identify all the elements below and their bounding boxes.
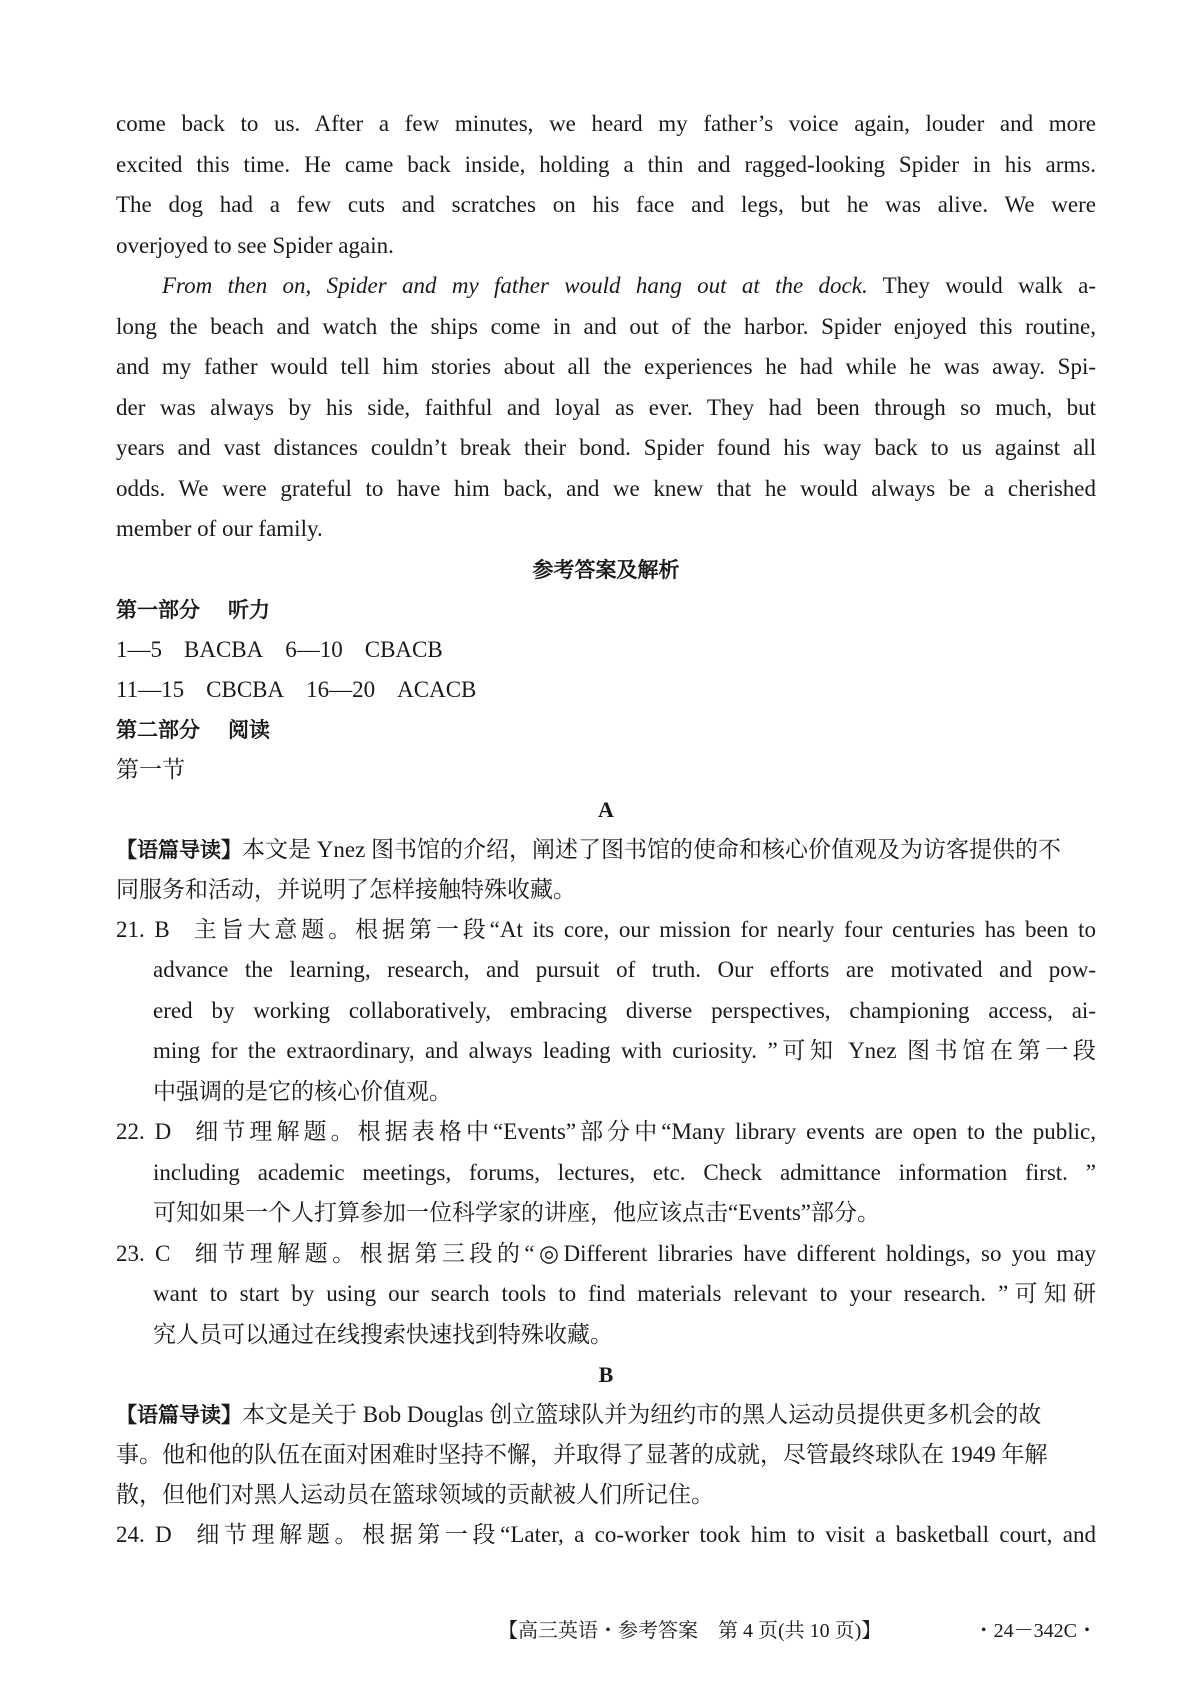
text-line: excited this time. He came back inside, holding a thin and ragged-looking Spider in his arms. <box>116 151 1096 177</box>
text-line: come back to us. After a few minutes, we heard my father’s voice again, louder and more <box>116 111 1096 136</box>
guide-text: 散，但他们对黑人运动员在篮球领域的贡献被人们所记住。 <box>116 1482 714 1507</box>
text-line: long the beach and watch the ships come in and out of the harbor. Spider enjoyed this routine, <box>116 313 1096 339</box>
answer-range: 6—10 <box>285 636 343 662</box>
answer-letters: ACACB <box>397 676 477 702</box>
part-label: 第一部分 <box>116 597 200 622</box>
passage-a-letter: A <box>598 796 614 822</box>
question-number: 22. D <box>116 1119 172 1144</box>
listening-answers-row <box>116 630 1096 670</box>
passage-a-guide <box>116 830 1096 870</box>
text-line: 中强调的是它的核心价值观。 <box>153 1078 452 1104</box>
guide-tag: 【语篇导读】 <box>116 837 242 862</box>
text-line: advance the learning, research, and pursuit of truth. Our efforts are motivated and pow- <box>153 957 1096 982</box>
explanation-text: 细节理解题。根据第一段“Later, a co-worker took him to visit a basketball court, and <box>191 1522 1096 1547</box>
text-line <box>116 1234 1096 1275</box>
question-number: 21. B <box>116 916 170 942</box>
text-line: ming for the extraordinary, and always leading with curiosity. ”可知 Ynez 图书馆在第一段 <box>153 1038 1096 1063</box>
answers-title: 参考答案及解析 <box>532 557 680 582</box>
answer-item-21 <box>116 910 1096 1113</box>
answer-letters: CBACB <box>364 636 443 662</box>
guide-text: 同服务和活动，并说明了怎样接触特殊收藏。 <box>116 876 576 902</box>
listening-answers-row <box>116 670 1096 710</box>
text-line <box>116 1515 1096 1556</box>
text-line: member of our family. <box>116 516 323 541</box>
passage-b-letter: B <box>598 1362 614 1387</box>
text-line: odds. We were grateful to have him back, and we knew that he would always be a cherished <box>116 475 1096 501</box>
answer-letters: CBCBA <box>206 676 285 702</box>
text-line: years and vast distances couldn’t break their bond. Spider found his way back to us against all <box>116 435 1096 460</box>
explanation-text: 主旨大意题。根据第一段“At its core, our mission for nearly four centuries has been to <box>189 916 1096 942</box>
guide-text: 事。他和他的队伍在面对困难时坚持不懈，并取得了显著的成就，尽管最终球队在 1949 年解 <box>116 1442 1048 1467</box>
guide-tag: 【语篇导读】 <box>116 1403 242 1427</box>
passage-b-guide <box>116 1395 1096 1435</box>
page-footer <box>0 1614 1200 1644</box>
question-number: 23. C <box>116 1240 171 1266</box>
answer-item-24 <box>116 1515 1096 1556</box>
text-line <box>116 266 1096 307</box>
page-content <box>116 104 1096 1556</box>
text-line: want to start by using our search tools to find materials relevant to your research. ”可知研 <box>153 1281 1096 1306</box>
answer-range: 11—15 <box>116 676 185 702</box>
text-line <box>116 910 1096 951</box>
guide-text: 本文是 Ynez 图书馆的介绍，阐述了图书馆的使命和核心价值观及为访客提供的不 <box>242 836 1062 862</box>
footer-code: ・24－342C・ <box>973 1620 1097 1642</box>
guide-text: 本文是关于 Bob Douglas 创立篮球队并为纽约市的黑人运动员提供更多机会的故 <box>242 1402 1042 1427</box>
text-line: including academic meetings, forums, lectures, etc. Check admittance information first. ” <box>153 1159 1096 1185</box>
explanation-text: 细节理解题。根据第三段的“◎Different libraries have different holdings, so you may <box>190 1240 1096 1266</box>
italic-sentence: From then on, Spider and my father would hang out at the dock. <box>162 273 868 298</box>
part1-heading <box>116 590 1096 630</box>
part2-heading <box>116 710 1096 750</box>
text-line: The dog had a few cuts and scratches on his face and legs, but he was alive. We were <box>116 192 1096 217</box>
question-number: 24. D <box>116 1522 172 1547</box>
part-name: 阅读 <box>228 717 270 742</box>
text-line: 究人员可以通过在线搜索快速找到特殊收藏。 <box>153 1321 613 1347</box>
answer-item-22 <box>116 1112 1096 1234</box>
section-label: 第一节 <box>116 756 185 782</box>
text-line <box>116 1112 1096 1153</box>
answer-item-23 <box>116 1234 1096 1356</box>
answer-letters: BACBA <box>184 636 264 662</box>
part-label: 第二部分 <box>116 717 200 742</box>
text-line: der was always by his side, faithful and loyal as ever. They had been through so much, but <box>116 394 1096 420</box>
part-name: 听力 <box>228 597 270 622</box>
footer-page-info: 【高三英语・参考答案 第 4 页(共 10 页)】 <box>498 1620 882 1642</box>
text-line: overjoyed to see Spider again. <box>116 232 394 258</box>
story-paragraph-1 <box>116 104 1096 266</box>
text-line: ered by working collaboratively, embracing diverse perspectives, championing access, ai- <box>153 997 1096 1023</box>
text-line: 可知如果一个人打算参加一位科学家的讲座，他应该点击“Events”部分。 <box>153 1200 881 1225</box>
answer-range: 1—5 <box>116 636 162 662</box>
text-line: and my father would tell him stories about all the experiences he had while he was away. Spi- <box>116 354 1096 379</box>
answer-range: 16—20 <box>306 676 376 702</box>
story-paragraph-2 <box>116 266 1096 550</box>
explanation-text: 细节理解题。根据表格中“Events”部分中“Many library events are open to the public, <box>191 1119 1096 1144</box>
text-fragment: They would walk a- <box>867 273 1096 298</box>
